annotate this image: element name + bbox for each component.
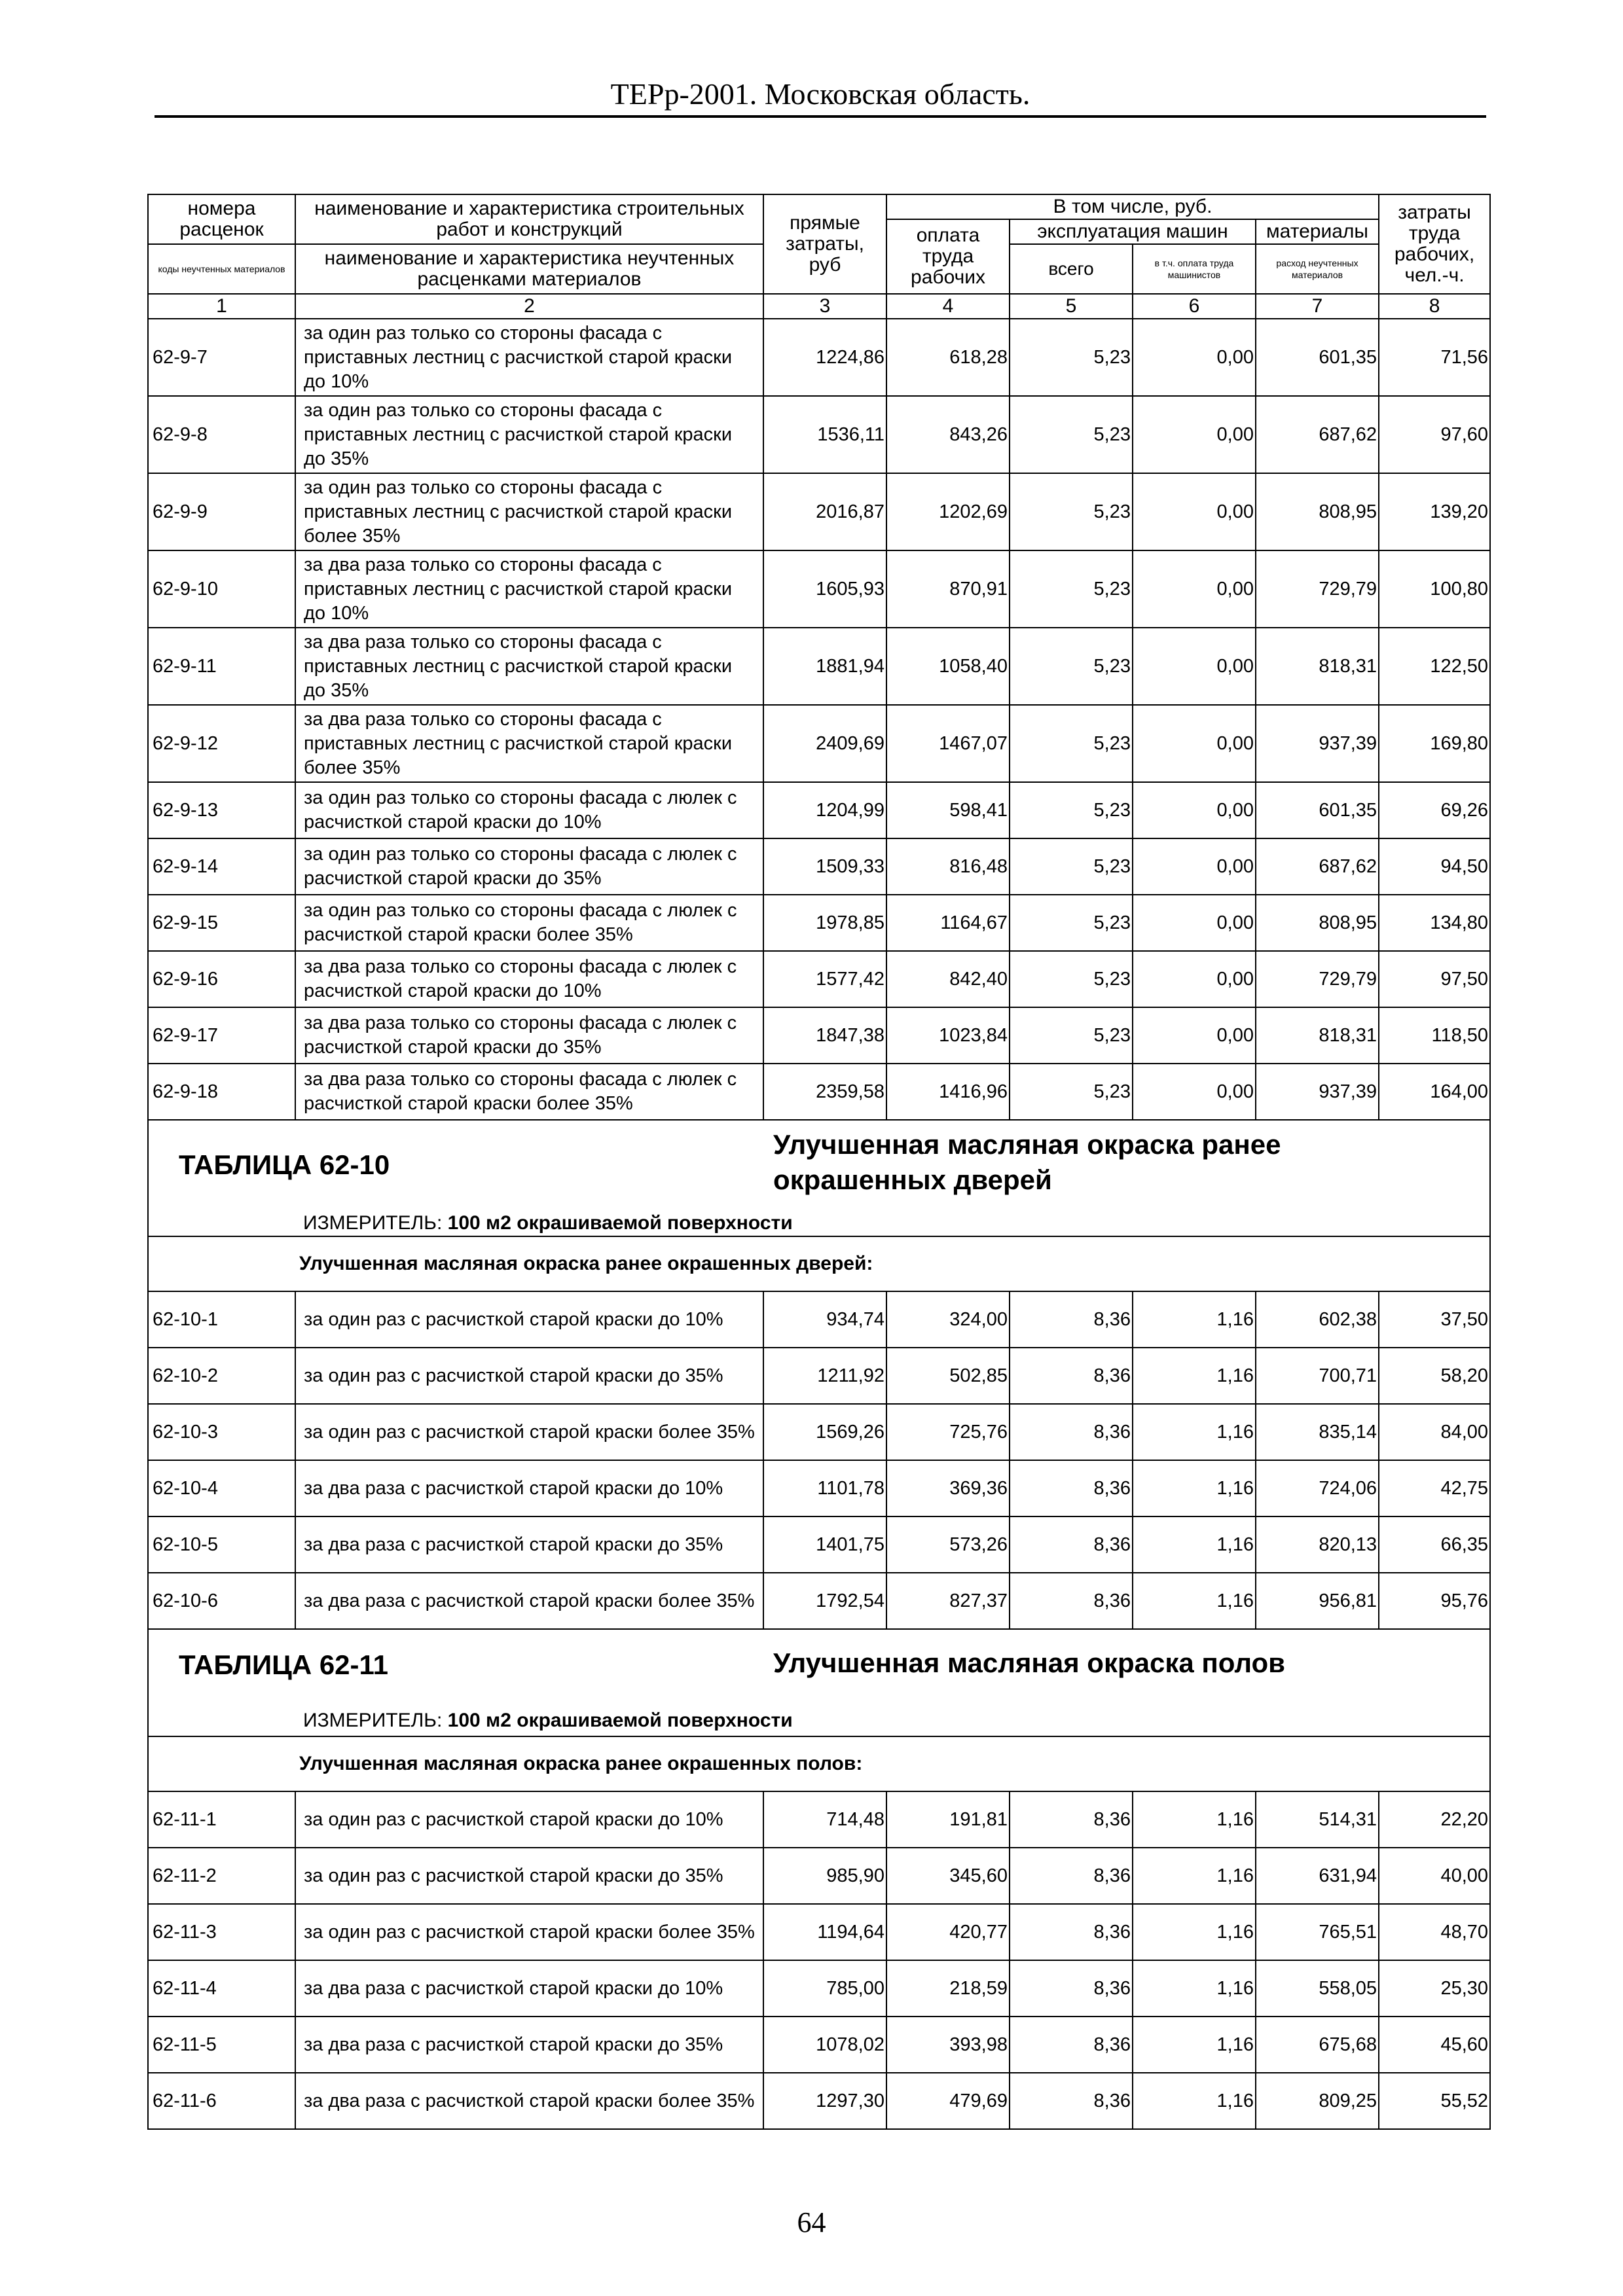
labor-pay: 393,98 bbox=[886, 2017, 1010, 2073]
machinist-pay: 0,00 bbox=[1133, 628, 1256, 705]
labor-pay: 827,37 bbox=[886, 1573, 1010, 1629]
materials-cost: 835,14 bbox=[1256, 1404, 1379, 1460]
table-row bbox=[148, 1791, 1490, 1848]
rate-description: за один раз с расчисткой старой краски до 35% bbox=[295, 1848, 763, 1904]
table-row bbox=[148, 895, 1490, 951]
labor-pay: 191,81 bbox=[886, 1791, 1010, 1848]
labor-pay: 598,41 bbox=[886, 782, 1010, 838]
column-number: 4 bbox=[886, 294, 1010, 319]
labor-hours: 139,20 bbox=[1379, 473, 1490, 550]
materials-cost: 631,94 bbox=[1256, 1848, 1379, 1904]
machines-total: 8,36 bbox=[1010, 1460, 1133, 1516]
group-62-9-rows bbox=[148, 319, 1490, 1120]
labor-hours: 122,50 bbox=[1379, 628, 1490, 705]
direct-costs: 1509,33 bbox=[763, 838, 886, 895]
machines-total: 5,23 bbox=[1010, 1064, 1133, 1120]
labor-hours: 55,52 bbox=[1379, 2073, 1490, 2129]
header-labor-hours: затраты труда рабочих, чел.-ч. bbox=[1379, 194, 1490, 294]
rate-code: 62-10-1 bbox=[148, 1291, 295, 1348]
column-number: 8 bbox=[1379, 294, 1490, 319]
labor-hours: 22,20 bbox=[1379, 1791, 1490, 1848]
machines-total: 5,23 bbox=[1010, 705, 1133, 782]
rate-description: за один раз только со стороны фасада с приставных лестниц с расчисткой старой краски более 35% bbox=[295, 473, 763, 550]
materials-cost: 687,62 bbox=[1256, 396, 1379, 473]
header-labor-pay: оплата труда рабочих bbox=[886, 219, 1010, 294]
direct-costs: 1847,38 bbox=[763, 1007, 886, 1064]
machines-total: 8,36 bbox=[1010, 1791, 1133, 1848]
labor-pay: 870,91 bbox=[886, 550, 1010, 628]
rate-description: за один раз только со стороны фасада с приставных лестниц с расчисткой старой краски до 10% bbox=[295, 319, 763, 396]
rate-code: 62-10-2 bbox=[148, 1348, 295, 1404]
rate-description: за один раз только со стороны фасада с люлек с расчисткой старой краски более 35% bbox=[295, 895, 763, 951]
column-number: 1 bbox=[148, 294, 295, 319]
column-number: 3 bbox=[763, 294, 886, 319]
direct-costs: 785,00 bbox=[763, 1960, 886, 2017]
rate-description: за один раз только со стороны фасада с люлек с расчисткой старой краски до 35% bbox=[295, 838, 763, 895]
rate-code: 62-9-11 bbox=[148, 628, 295, 705]
header-direct-costs: прямые затраты, руб bbox=[763, 194, 886, 294]
direct-costs: 2409,69 bbox=[763, 705, 886, 782]
rate-description: за один раз только со стороны фасада с люлек с расчисткой старой краски до 10% bbox=[295, 782, 763, 838]
direct-costs: 1078,02 bbox=[763, 2017, 886, 2073]
machines-total: 5,23 bbox=[1010, 473, 1133, 550]
labor-hours: 169,80 bbox=[1379, 705, 1490, 782]
header-work-name: наименование и характеристика строительных работ и конструкций bbox=[295, 194, 763, 244]
rate-description: за два раза с расчисткой старой краски до 35% bbox=[295, 1516, 763, 1573]
header-materials: материалы bbox=[1256, 219, 1379, 244]
direct-costs: 2359,58 bbox=[763, 1064, 886, 1120]
table-title: Улучшенная масляная окраска полов bbox=[773, 1647, 1285, 1678]
direct-costs: 1577,42 bbox=[763, 951, 886, 1007]
labor-pay: 218,59 bbox=[886, 1960, 1010, 2017]
labor-pay: 816,48 bbox=[886, 838, 1010, 895]
materials-cost: 700,71 bbox=[1256, 1348, 1379, 1404]
machinist-pay: 1,16 bbox=[1133, 1516, 1256, 1573]
machinist-pay: 1,16 bbox=[1133, 1404, 1256, 1460]
rate-code: 62-9-14 bbox=[148, 838, 295, 895]
direct-costs: 1204,99 bbox=[763, 782, 886, 838]
table-header bbox=[148, 194, 1490, 319]
labor-hours: 42,75 bbox=[1379, 1460, 1490, 1516]
labor-hours: 134,80 bbox=[1379, 895, 1490, 951]
table-row bbox=[148, 2017, 1490, 2073]
direct-costs: 934,74 bbox=[763, 1291, 886, 1348]
machinist-pay: 0,00 bbox=[1133, 951, 1256, 1007]
direct-costs: 1211,92 bbox=[763, 1348, 886, 1404]
direct-costs: 1536,11 bbox=[763, 396, 886, 473]
rate-code: 62-10-4 bbox=[148, 1460, 295, 1516]
labor-hours: 37,50 bbox=[1379, 1291, 1490, 1348]
machinist-pay: 1,16 bbox=[1133, 1460, 1256, 1516]
machinist-pay: 1,16 bbox=[1133, 1848, 1256, 1904]
materials-cost: 514,31 bbox=[1256, 1791, 1379, 1848]
machinist-pay: 0,00 bbox=[1133, 396, 1256, 473]
labor-pay: 479,69 bbox=[886, 2073, 1010, 2129]
table-label: ТАБЛИЦА 62-10 bbox=[179, 1149, 390, 1180]
labor-pay: 324,00 bbox=[886, 1291, 1010, 1348]
machinist-pay: 0,00 bbox=[1133, 1007, 1256, 1064]
machines-total: 5,23 bbox=[1010, 319, 1133, 396]
machinist-pay: 0,00 bbox=[1133, 895, 1256, 951]
machinist-pay: 1,16 bbox=[1133, 1791, 1256, 1848]
materials-cost: 809,25 bbox=[1256, 2073, 1379, 2129]
measure-line bbox=[303, 1212, 793, 1234]
table-row bbox=[148, 1848, 1490, 1904]
materials-cost: 729,79 bbox=[1256, 550, 1379, 628]
header-material-names: наименование и характеристика неучтенных расценками материалов bbox=[295, 244, 763, 294]
rate-code: 62-9-10 bbox=[148, 550, 295, 628]
table-row bbox=[148, 1404, 1490, 1460]
rate-code: 62-9-8 bbox=[148, 396, 295, 473]
machinist-pay: 0,00 bbox=[1133, 550, 1256, 628]
labor-hours: 94,50 bbox=[1379, 838, 1490, 895]
rate-code: 62-10-3 bbox=[148, 1404, 295, 1460]
machines-total: 8,36 bbox=[1010, 2017, 1133, 2073]
table-row bbox=[148, 782, 1490, 838]
direct-costs: 2016,87 bbox=[763, 473, 886, 550]
materials-cost: 808,95 bbox=[1256, 473, 1379, 550]
labor-pay: 369,36 bbox=[886, 1460, 1010, 1516]
direct-costs: 1194,64 bbox=[763, 1904, 886, 1960]
machines-total: 8,36 bbox=[1010, 1960, 1133, 2017]
table-row bbox=[148, 628, 1490, 705]
rate-code: 62-9-16 bbox=[148, 951, 295, 1007]
machines-total: 5,23 bbox=[1010, 895, 1133, 951]
rate-code: 62-11-5 bbox=[148, 2017, 295, 2073]
materials-cost: 601,35 bbox=[1256, 319, 1379, 396]
machines-total: 5,23 bbox=[1010, 1007, 1133, 1064]
table-row bbox=[148, 550, 1490, 628]
machinist-pay: 1,16 bbox=[1133, 2073, 1256, 2129]
table-title: Улучшенная масляная окраска ранее окрашенных дверей bbox=[773, 1129, 1281, 1195]
machines-total: 8,36 bbox=[1010, 2073, 1133, 2129]
section-62-10-header bbox=[148, 1120, 1490, 1236]
table-row bbox=[148, 1516, 1490, 1573]
direct-costs: 1101,78 bbox=[763, 1460, 886, 1516]
materials-cost: 675,68 bbox=[1256, 2017, 1379, 2073]
rate-code: 62-11-3 bbox=[148, 1904, 295, 1960]
rate-code: 62-9-18 bbox=[148, 1064, 295, 1120]
machines-total: 8,36 bbox=[1010, 1573, 1133, 1629]
machines-total: 5,23 bbox=[1010, 628, 1133, 705]
machinist-pay: 0,00 bbox=[1133, 319, 1256, 396]
materials-cost: 820,13 bbox=[1256, 1516, 1379, 1573]
page-header: ТЕРр-2001. Московская область. bbox=[155, 76, 1486, 118]
section-62-10 bbox=[148, 1120, 1490, 1291]
rate-description: за два раза с расчисткой старой краски до 10% bbox=[295, 1460, 763, 1516]
header-material-codes: коды неучтенных материалов bbox=[148, 244, 295, 294]
machines-total: 8,36 bbox=[1010, 1848, 1133, 1904]
direct-costs: 1569,26 bbox=[763, 1404, 886, 1460]
table-row bbox=[148, 1460, 1490, 1516]
rate-code: 62-9-13 bbox=[148, 782, 295, 838]
machinist-pay: 1,16 bbox=[1133, 1291, 1256, 1348]
table-label: ТАБЛИЦА 62-11 bbox=[179, 1649, 388, 1680]
section-subheading: Улучшенная масляная окраска ранее окрашенных полов: bbox=[148, 1736, 1490, 1791]
rates-table bbox=[147, 194, 1491, 2130]
machinist-pay: 0,00 bbox=[1133, 1064, 1256, 1120]
rate-description: за один раз только со стороны фасада с приставных лестниц с расчисткой старой краски до 35% bbox=[295, 396, 763, 473]
labor-hours: 100,80 bbox=[1379, 550, 1490, 628]
labor-pay: 420,77 bbox=[886, 1904, 1010, 1960]
table-row bbox=[148, 1348, 1490, 1404]
direct-costs: 1224,86 bbox=[763, 319, 886, 396]
measure-label: ИЗМЕРИТЕЛЬ: bbox=[303, 1212, 443, 1234]
page-number: 64 bbox=[797, 2206, 826, 2238]
labor-pay: 1467,07 bbox=[886, 705, 1010, 782]
table-row bbox=[148, 2073, 1490, 2129]
labor-hours: 118,50 bbox=[1379, 1007, 1490, 1064]
direct-costs: 1605,93 bbox=[763, 550, 886, 628]
column-number: 7 bbox=[1256, 294, 1379, 319]
header-machinist-pay: в т.ч. оплата труда машинистов bbox=[1133, 244, 1256, 294]
section-62-11-header bbox=[148, 1629, 1490, 1736]
table-row bbox=[148, 1007, 1490, 1064]
machinist-pay: 1,16 bbox=[1133, 2017, 1256, 2073]
materials-cost: 818,31 bbox=[1256, 628, 1379, 705]
labor-hours: 58,20 bbox=[1379, 1348, 1490, 1404]
rate-description: за два раза только со стороны фасада с люлек с расчисткой старой краски более 35% bbox=[295, 1064, 763, 1120]
table-row bbox=[148, 319, 1490, 396]
labor-pay: 618,28 bbox=[886, 319, 1010, 396]
materials-cost: 729,79 bbox=[1256, 951, 1379, 1007]
direct-costs: 1401,75 bbox=[763, 1516, 886, 1573]
measure-label: ИЗМЕРИТЕЛЬ: bbox=[303, 1710, 443, 1731]
machines-total: 8,36 bbox=[1010, 1516, 1133, 1573]
direct-costs: 1792,54 bbox=[763, 1573, 886, 1629]
machines-total: 5,23 bbox=[1010, 951, 1133, 1007]
machines-total: 5,23 bbox=[1010, 396, 1133, 473]
materials-cost: 602,38 bbox=[1256, 1291, 1379, 1348]
machinist-pay: 0,00 bbox=[1133, 782, 1256, 838]
labor-hours: 97,60 bbox=[1379, 396, 1490, 473]
materials-cost: 765,51 bbox=[1256, 1904, 1379, 1960]
rate-description: за два раза с расчисткой старой краски более 35% bbox=[295, 1573, 763, 1629]
labor-pay: 573,26 bbox=[886, 1516, 1010, 1573]
labor-pay: 1202,69 bbox=[886, 473, 1010, 550]
column-number: 6 bbox=[1133, 294, 1256, 319]
header-including: В том числе, руб. bbox=[886, 194, 1379, 219]
materials-cost: 956,81 bbox=[1256, 1573, 1379, 1629]
rate-description: за один раз с расчисткой старой краски до 35% bbox=[295, 1348, 763, 1404]
labor-hours: 45,60 bbox=[1379, 2017, 1490, 2073]
table-row bbox=[148, 1064, 1490, 1120]
machines-total: 8,36 bbox=[1010, 1904, 1133, 1960]
header-material-usage: расход неучтенных материалов bbox=[1256, 244, 1379, 294]
labor-hours: 164,00 bbox=[1379, 1064, 1490, 1120]
materials-cost: 937,39 bbox=[1256, 705, 1379, 782]
labor-pay: 843,26 bbox=[886, 396, 1010, 473]
labor-hours: 66,35 bbox=[1379, 1516, 1490, 1573]
machinist-pay: 0,00 bbox=[1133, 473, 1256, 550]
labor-pay: 1023,84 bbox=[886, 1007, 1010, 1064]
machines-total: 5,23 bbox=[1010, 838, 1133, 895]
rate-description: за два раза только со стороны фасада с приставных лестниц с расчисткой старой краски более 35% bbox=[295, 705, 763, 782]
labor-pay: 502,85 bbox=[886, 1348, 1010, 1404]
table-row bbox=[148, 951, 1490, 1007]
machinist-pay: 0,00 bbox=[1133, 705, 1256, 782]
section-62-11 bbox=[148, 1629, 1490, 1791]
labor-pay: 345,60 bbox=[886, 1848, 1010, 1904]
labor-hours: 25,30 bbox=[1379, 1960, 1490, 2017]
column-number: 5 bbox=[1010, 294, 1133, 319]
labor-pay: 1058,40 bbox=[886, 628, 1010, 705]
table-row bbox=[148, 838, 1490, 895]
table-row bbox=[148, 473, 1490, 550]
machines-total: 8,36 bbox=[1010, 1348, 1133, 1404]
materials-cost: 601,35 bbox=[1256, 782, 1379, 838]
rate-description: за один раз с расчисткой старой краски до 10% bbox=[295, 1791, 763, 1848]
materials-cost: 937,39 bbox=[1256, 1064, 1379, 1120]
rate-description: за два раза только со стороны фасада с люлек с расчисткой старой краски до 10% bbox=[295, 951, 763, 1007]
labor-pay: 725,76 bbox=[886, 1404, 1010, 1460]
materials-cost: 687,62 bbox=[1256, 838, 1379, 895]
table-row bbox=[148, 396, 1490, 473]
materials-cost: 558,05 bbox=[1256, 1960, 1379, 2017]
table-row bbox=[148, 1573, 1490, 1629]
direct-costs: 1881,94 bbox=[763, 628, 886, 705]
rate-code: 62-9-12 bbox=[148, 705, 295, 782]
materials-cost: 818,31 bbox=[1256, 1007, 1379, 1064]
rate-description: за два раза с расчисткой старой краски более 35% bbox=[295, 2073, 763, 2129]
rate-code: 62-10-5 bbox=[148, 1516, 295, 1573]
rate-code: 62-11-6 bbox=[148, 2073, 295, 2129]
column-number: 2 bbox=[295, 294, 763, 319]
labor-hours: 97,50 bbox=[1379, 951, 1490, 1007]
rate-code: 62-9-9 bbox=[148, 473, 295, 550]
measure-value: 100 м2 окрашиваемой поверхности bbox=[447, 1212, 793, 1234]
table-row bbox=[148, 705, 1490, 782]
labor-hours: 95,76 bbox=[1379, 1573, 1490, 1629]
group-62-10-rows bbox=[148, 1291, 1490, 1629]
direct-costs: 714,48 bbox=[763, 1791, 886, 1848]
table-row bbox=[148, 1904, 1490, 1960]
column-numbers-row bbox=[148, 294, 1490, 319]
machinist-pay: 0,00 bbox=[1133, 838, 1256, 895]
rate-description: за два раза только со стороны фасада с приставных лестниц с расчисткой старой краски до 10% bbox=[295, 550, 763, 628]
rate-code: 62-11-2 bbox=[148, 1848, 295, 1904]
rate-code: 62-9-15 bbox=[148, 895, 295, 951]
direct-costs: 1978,85 bbox=[763, 895, 886, 951]
rate-description: за два раза только со стороны фасада с люлек с расчисткой старой краски до 35% bbox=[295, 1007, 763, 1064]
section-subheading: Улучшенная масляная окраска ранее окрашенных дверей: bbox=[148, 1236, 1490, 1291]
labor-hours: 84,00 bbox=[1379, 1404, 1490, 1460]
rate-code: 62-11-1 bbox=[148, 1791, 295, 1848]
machinist-pay: 1,16 bbox=[1133, 1573, 1256, 1629]
header-machines-total: всего bbox=[1010, 244, 1133, 294]
rate-description: за один раз с расчисткой старой краски более 35% bbox=[295, 1904, 763, 1960]
machines-total: 5,23 bbox=[1010, 782, 1133, 838]
table-row bbox=[148, 1291, 1490, 1348]
table-row bbox=[148, 1960, 1490, 2017]
measure-value: 100 м2 окрашиваемой поверхности bbox=[447, 1710, 793, 1731]
rate-description: за два раза с расчисткой старой краски до 10% bbox=[295, 1960, 763, 2017]
direct-costs: 985,90 bbox=[763, 1848, 886, 1904]
rate-code: 62-11-4 bbox=[148, 1960, 295, 2017]
machinist-pay: 1,16 bbox=[1133, 1960, 1256, 2017]
machinist-pay: 1,16 bbox=[1133, 1904, 1256, 1960]
machinist-pay: 1,16 bbox=[1133, 1348, 1256, 1404]
direct-costs: 1297,30 bbox=[763, 2073, 886, 2129]
labor-hours: 69,26 bbox=[1379, 782, 1490, 838]
machines-total: 5,23 bbox=[1010, 550, 1133, 628]
measure-line bbox=[303, 1710, 793, 1732]
labor-hours: 40,00 bbox=[1379, 1848, 1490, 1904]
rate-code: 62-10-6 bbox=[148, 1573, 295, 1629]
rate-code: 62-9-7 bbox=[148, 319, 295, 396]
header-machines: эксплуатация машин bbox=[1010, 219, 1256, 244]
labor-pay: 1164,67 bbox=[886, 895, 1010, 951]
labor-pay: 1416,96 bbox=[886, 1064, 1010, 1120]
labor-hours: 48,70 bbox=[1379, 1904, 1490, 1960]
rate-description: за один раз с расчисткой старой краски более 35% bbox=[295, 1404, 763, 1460]
group-62-11-rows bbox=[148, 1791, 1490, 2129]
rate-description: за один раз с расчисткой старой краски до 10% bbox=[295, 1291, 763, 1348]
rate-description: за два раза только со стороны фасада с приставных лестниц с расчисткой старой краски до 35% bbox=[295, 628, 763, 705]
machines-total: 8,36 bbox=[1010, 1404, 1133, 1460]
header-codes: номера расценок bbox=[148, 194, 295, 244]
materials-cost: 724,06 bbox=[1256, 1460, 1379, 1516]
machines-total: 8,36 bbox=[1010, 1291, 1133, 1348]
rate-description: за два раза с расчисткой старой краски до 35% bbox=[295, 2017, 763, 2073]
rate-code: 62-9-17 bbox=[148, 1007, 295, 1064]
materials-cost: 808,95 bbox=[1256, 895, 1379, 951]
labor-hours: 71,56 bbox=[1379, 319, 1490, 396]
labor-pay: 842,40 bbox=[886, 951, 1010, 1007]
